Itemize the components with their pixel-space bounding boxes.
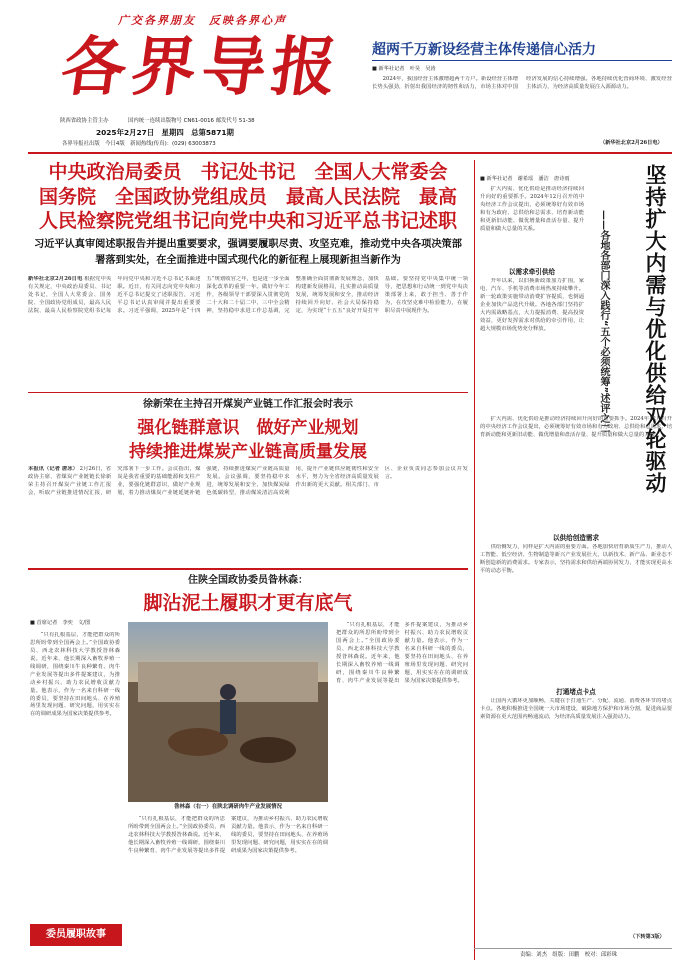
masthead-rule [28, 152, 672, 154]
story2-body [28, 466, 468, 564]
masthead-web: 各界导报社出版 今日4版 新闻热线(传真)：(029) 63003873 [62, 141, 216, 147]
photo-cattle-1 [168, 728, 228, 756]
story3-photo-caption: 昝林森（右一）在陕北调研肉牛产业发展情况 [174, 804, 282, 810]
photo-person-head [220, 684, 236, 700]
lead-rule [28, 392, 468, 393]
right-section-2: 供给侧发力，同样是扩大内需的重要方面。各地加快培育新质生产力，推动人工智能、低空经济、生物制造等新兴产业发展壮大，以新技术、新产品、新业态不断创造新的消费需求。专家表示，坚持需求和供给两端协同发力，才能实现更高水平的动态平衡。 [480, 544, 672, 574]
story2-kicker: 徐新荣在主持召开煤炭产业链工作汇报会时表示 [143, 399, 353, 410]
story2-headline-1: 强化链群意识 做好产业规划 [137, 418, 359, 438]
lead-body [28, 276, 468, 388]
right-section-1: 开年以来，以旧换新政策加力扩围，家电、汽车、手机等消费市场热度持续攀升。新一轮政策实施带动消费扩容提质，也倒逼企业加快产品迭代升级。各地各部门坚持扩大内需战略基点，大力提振消费、提高投资效益，更好发挥需求对供给的牵引作用，让超大规模市场优势充分释放。 [480, 278, 584, 332]
teaser-ref: （新华社北京2月26日电） [600, 140, 663, 146]
masthead-registration: 陕西省政协主管主办 [60, 118, 109, 124]
story2-headline-2: 持续推进煤炭产业链高质量发展 [129, 442, 367, 462]
right-subhead-1: 以需求牵引供给 [508, 268, 556, 276]
footer-rule [474, 948, 672, 949]
teaser-headline: 超两千万新设经营主体传递信心活力 [372, 42, 596, 58]
right-wide-text-content: 扩大内需、优化供给是推动经济持续回升向好的重要抓手。2024年12月召开的中央经济工作会议提出，必须统筹好有效市场和有为政府、总供给和总需求、培育新动能和更新旧动能、做优增量和盘活存量、提升质量和做大总量的关系。 [480, 416, 672, 438]
story3-middle-text: “只有扎根基层，才能把群众的所思所盼带到全国两会上。”全国政协委员、西北农林科技大学教授昝林森说。近年来，他长期深入畜牧养殖一线调研，围绕秦川牛良种繁育、肉牛产业发展等提出多件提案建议，为推动乡村振兴、助力农民增收贡献力量。他表示，作为一名来自科研一线的委员，要坚持在田间地头、在养殖场里发现问题、研究问题，用实实在在的调研成果为国家决策提供参考。 [128, 816, 328, 854]
story3-headline: 脚沾泥土履职才更有底气 [143, 592, 353, 614]
photo-cattle-2 [240, 737, 296, 763]
right-vertical-subtitle: ——各地各部门深入践行“五个必须统筹”述评之二 [598, 210, 609, 434]
story2-byline: 本报讯（记者 唐冰） [28, 466, 78, 472]
masthead-slogan: 广交各界朋友 反映各界心声 [118, 14, 287, 27]
right-byline: ■ 新华社记者 谢希瑶 潘洁 唐诗雨 [480, 176, 570, 182]
right-intro: 扩大内需、优化供给是推动经济持续回升向好的重要抓手。2024年12月召开的中央经济工作会议提出，必须统筹好有效市场和有为政府、总供给和总需求、培育新动能和更新旧动能、做优增量和盘活存量、提升质量和做大总量的关系。 [480, 186, 584, 232]
story2-text: 2月26日，省政协主席、省煤炭产业链链长徐新荣主持召开煤炭产业链工作汇报会，听取产业链推进情况汇报，研究部署下一步工作。会议指出，煤炭是我省重要的基础能源和支柱产业，要强化链群意识，做好产业规划，着力推动煤炭产业链延链补链强链，持续推进煤炭产业链高质量发展。会议强调，要坚持稳中求进，统筹发展和安全，加快煤炭绿色低碳转型，推动煤炭清洁高效利用，提升产业链供应链韧性和安全水平，努力为全省经济高质量发展作出新的更大贡献。相关部门、市区、企业负责同志参加会议并发言。 [28, 466, 468, 496]
lead-headline-line-1: 中央政治局委员 书记处书记 全国人大常委会 [48, 161, 448, 183]
right-section-3: 让国内大循环更加顺畅，关键在于打通生产、分配、流通、消费各环节的堵点卡点。各地积极推进全国统一大市场建设，破除地方保护和市场分割，促进商品要素资源在更大范围内畅通流动，为经济高质量发展注入强劲动力。 [480, 698, 672, 720]
story2-rule [28, 568, 468, 570]
right-vertical-title: 坚持扩大内需与优化供给双轮驱动 [643, 164, 667, 494]
story3-kicker: 住陕全国政协委员昝林森： [188, 575, 308, 586]
masthead-issue-date: 2025年2月27日 星期四 总第5871期 [96, 128, 234, 137]
teaser-rule [372, 60, 672, 61]
story3-byline: ■ 首席记者 李奕 文/图 [30, 620, 91, 626]
lead-headline-line-2: 国务院 全国政协党组成员 最高人民法院 最高 [38, 185, 457, 208]
masthead-edition-number: 国内统一连续出版物号 CN61-0016 邮发代号 51-38 [128, 118, 255, 124]
right-wide-text [480, 416, 672, 528]
teaser-text: 2024年，我国经营主体激增超两千万户。新设经营主体增长势头强劲，折射出我国经济的韧性和活力，市场主体对中国经济发展的信心持续增强。各地持续优化营商环境、激发经营主体活力，为经济高质量发展注入源源动力。 [372, 76, 672, 90]
masthead-logo: 各界导报 [56, 30, 348, 105]
right-subhead-3: 打通堵点卡点 [556, 688, 596, 696]
committee-story-badge: 委员履职故事 [30, 924, 122, 946]
story3-right-text: “只有扎根基层，才能把群众的所思所盼带到全国两会上。”全国政协委员、西北农林科技大学教授昝林森说。近年来，他长期深入畜牧养殖一线调研，围绕秦川牛良种繁育、肉牛产业发展等提出多件提案建议，为推动乡村振兴、助力农民增收贡献力量。他表示，作为一名来自科研一线的委员，要坚持在田间地头、在养殖场里发现问题、研究问题，用实实在在的调研成果为国家决策提供参考。 [336, 622, 468, 684]
lead-headline-line-3: 人民检察院党组书记向党中央和习近平总书记述职 [38, 210, 457, 233]
right-subhead-2: 以供给创造需求 [552, 534, 600, 542]
editor-credits: 责编：刘杰 组版：田鹏 校对：邱彩珠 [520, 952, 618, 958]
photo-person-body [220, 700, 236, 734]
lead-text: 根据党中央有关规定，中央政治局委员、书记处书记，全国人大常委会、国务院、全国政协党组成员，最高人民法院、最高人民检察院党组书记每年向党中央和习近平总书记书面述职。近日，有关同志向党中央和习近平总书记提交了述职报告，习近平总书记认真审阅并提出重要要求。习近平强调，2025年是“十四五”规划收官之年，也是进一步全面深化改革的重要一年。做好今年工作，各级领导干部要深入贯彻党的二十大和二十届二中、三中全会精神，坚持稳中求进工作总基调，完整准确全面贯彻新发展理念，加快构建新发展格局，扎实推动高质量发展，统筹发展和安全，推动经济持续回升向好、社会大局保持稳定，为实现“十五五”良好开局打牢基础。要坚持党中央集中统一领导，把思想和行动统一到党中央决策部署上来，敢于担当、善于作为，在攻坚克难中检验能力，在履职尽责中展现作为。 [28, 276, 468, 314]
teaser-byline: ■ 新华社记者 叶昊 吴涛 [372, 66, 436, 72]
story3-photo [128, 622, 328, 802]
story3-left-text: “只有扎根基层，才能把群众的所思所盼带到全国两会上。”全国政协委员、西北农林科技大学教授昝林森说。近年来，他长期深入畜牧养殖一线调研，围绕秦川牛良种繁育、肉牛产业发展等提出多件提案建议，为推动乡村振兴、助力农民增收贡献力量。他表示，作为一名来自科研一线的委员，要坚持在田间地头、在养殖场里发现问题、研究问题，用实实在在的调研成果为国家决策提供参考。 [30, 632, 120, 718]
lead-headline [28, 160, 468, 234]
column-divider [474, 160, 475, 960]
story3-photo-illustration [128, 622, 328, 802]
right-continued: （下转第3版） [630, 934, 665, 940]
lead-dateline: 新华社北京2月26日电 [28, 276, 83, 282]
lead-subheadline: 习近平认真审阅述职报告并提出重要要求，强调要履职尽责、攻坚克难，推动党中央各项决策部署落到实处，在全面推进中国式现代化的新征程上展现新担当新作为 [34, 239, 462, 266]
